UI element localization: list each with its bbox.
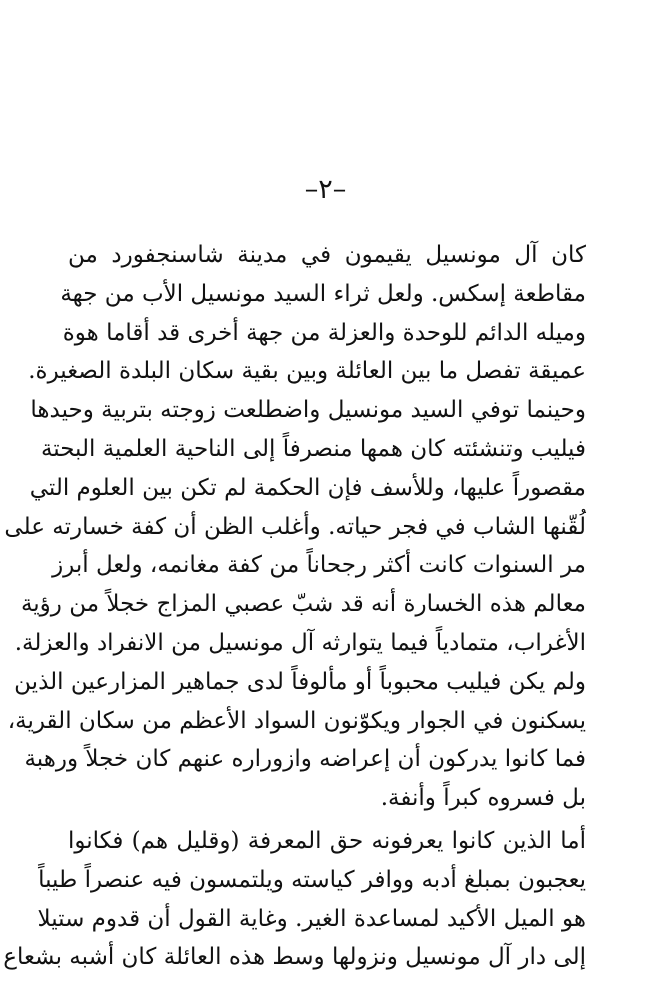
paragraph-line: أما الذين كانوا يعرفونه حق المعرفة (وقليل هم) فكانوا <box>68 828 586 854</box>
paragraph-line: فيليب وتنشئته كان همها منصرفاً إلى الناحية العلمية البحتة <box>40 435 586 462</box>
paragraph-line: كان آل مونسيل يقيمون في مدينة شاسنجفورد من <box>68 242 586 268</box>
paragraph-1 <box>4 236 586 818</box>
paragraph-line: فما كانوا يدركون أن إعراضه وازوراره عنهم كان خجلاً ورهبة <box>24 746 586 773</box>
paragraph-line: الأغراب، متمادياً فيما يتوارثه آل مونسيل من الانفراد والعزلة. <box>14 629 586 656</box>
paragraph-last-line: بل فسروه كبراً وأنفة. <box>380 785 586 812</box>
paragraph-line: عميقة تفصل ما بين العائلة وبين بقية سكان البلدة الصغيرة. <box>28 358 586 385</box>
paragraph-line: ولم يكن فيليب محبوباً أو مألوفاً لدى جماهير المزارعين الذين <box>14 668 586 695</box>
paragraph-line: هو الميل الأكيد لمساعدة الغير. وغاية القول أن قدوم ستيلا <box>37 905 586 932</box>
paragraph-line: وحينما توفي السيد مونسيل واضطلعت زوجته بتربية وحيدها <box>30 397 586 424</box>
paragraph-line: مقاطعة إسكس. ولعل ثراء السيد مونسيل الأب من جهة <box>60 280 586 307</box>
paragraph-2 <box>3 822 586 977</box>
paragraph-line: معالم هذه الخسارة أنه قد شبّ عصبي المزاج خجلاً من رؤية <box>20 591 586 618</box>
paragraph-line: مر السنوات كانت أكثر رجحاناً من كفة مغانمه، ولعل أبرز <box>52 552 586 579</box>
paragraph-line: مقصوراً عليها، وللأسف فإن الحكمة لم تكن بين العلوم التي <box>29 474 586 501</box>
paragraph-line: إلى دار آل مونسيل ونزولها وسط هذه العائلة كان أشبه بشعاع <box>3 944 586 971</box>
page-number: –٢– <box>304 174 347 205</box>
paragraph-line: لُقّنها الشاب في فجر حياته. وأغلب الظن أن كفة خسارته على <box>4 513 586 540</box>
paragraph-line: يسكنون في الجوار ويكوّنون السواد الأعظم من سكان القرية، <box>7 707 586 734</box>
paragraph-line: يعجبون بمبلغ أدبه ووافر كياسته ويلتمسون فيه عنصراً طيباً <box>38 866 586 893</box>
paragraph-line: وميله الدائم للوحدة والعزلة من جهة أخرى قد أقاما هوة <box>62 319 586 346</box>
